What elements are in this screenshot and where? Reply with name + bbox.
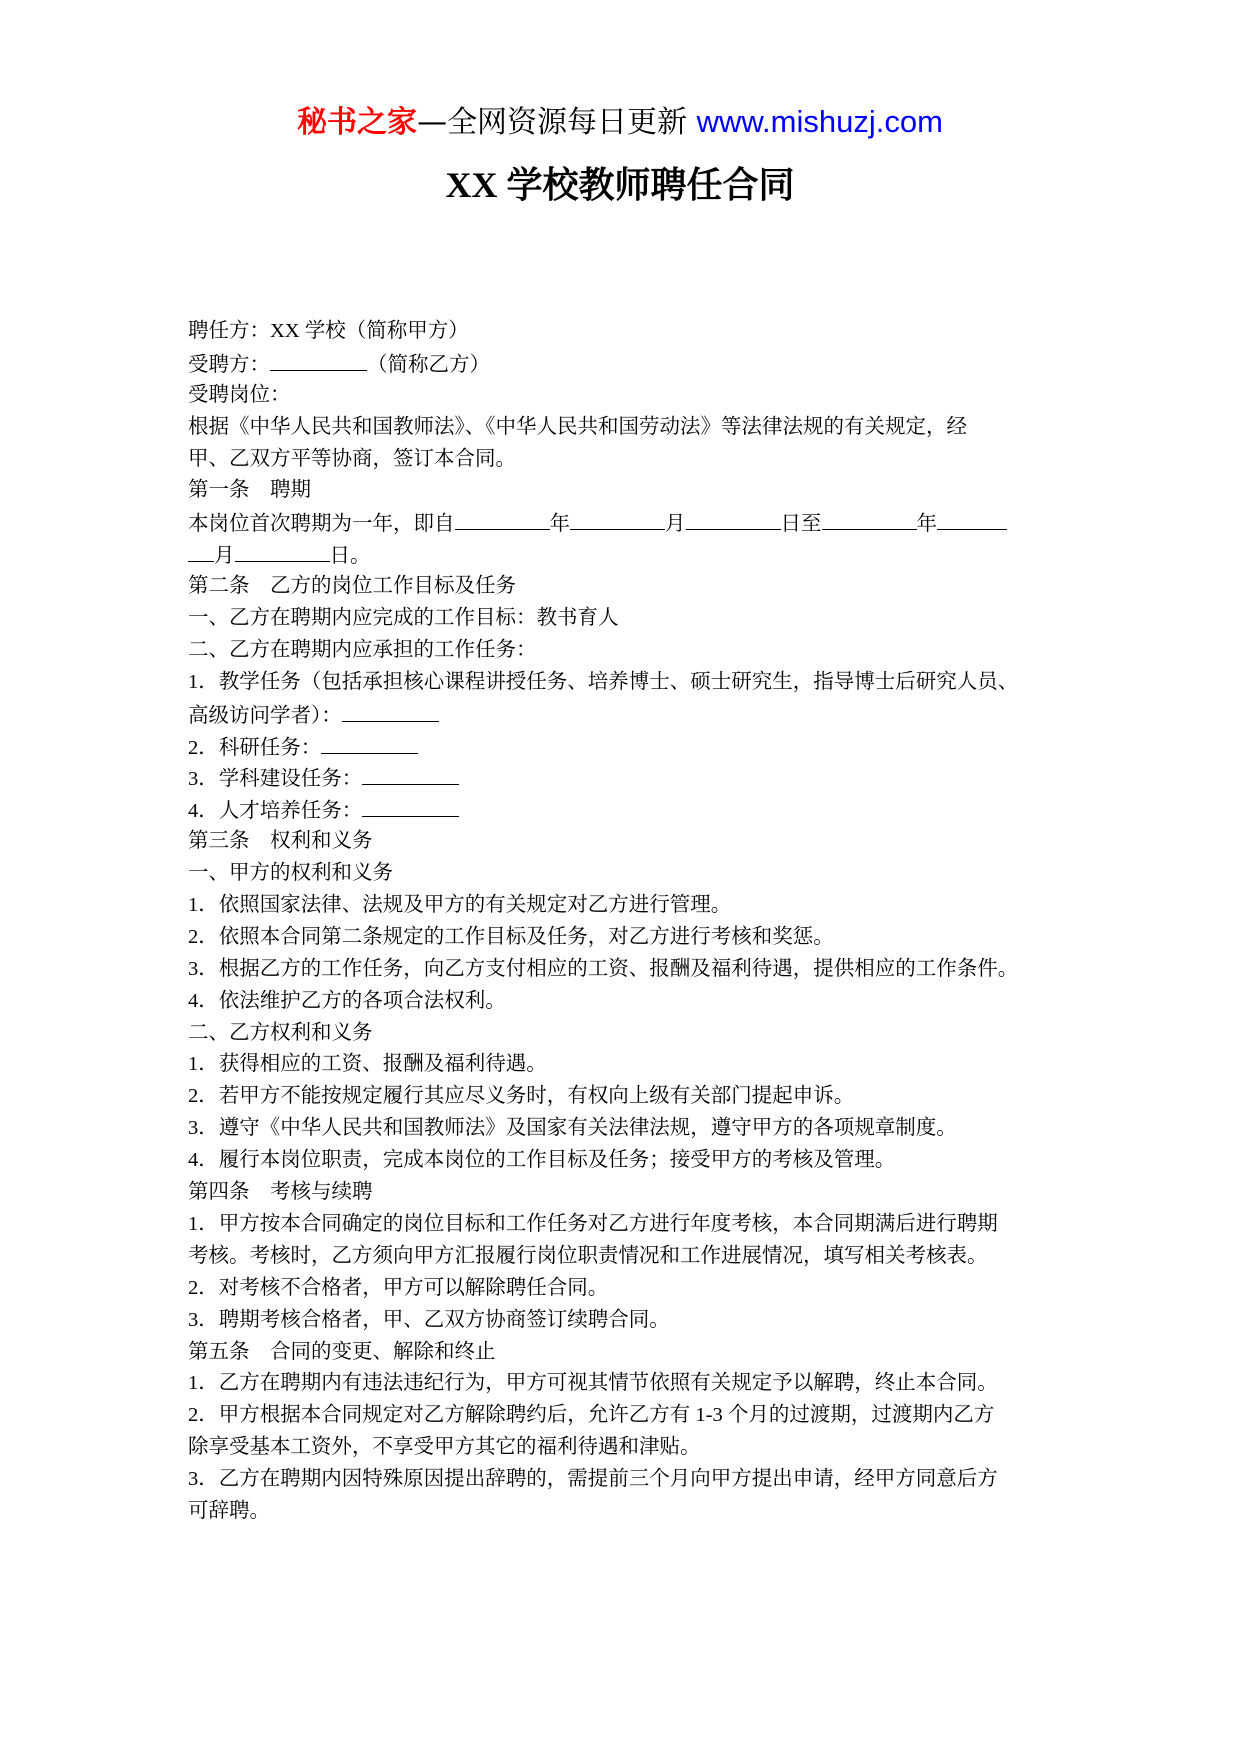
end-month-blank[interactable]: [937, 507, 1007, 530]
employee-suffix: （简称乙方）: [367, 353, 490, 376]
section-heading: 一、甲方的权利和义务: [188, 862, 393, 885]
talent-task-line: [188, 794, 1068, 826]
clause-line: 1．教学任务（包括承担核心课程讲授任务、培养博士、硕士研究生，指导博士后研究人员、: [188, 670, 1019, 693]
term-period-line: [188, 507, 1068, 539]
day-label: 日至: [780, 513, 822, 536]
day-label: 日。: [329, 545, 371, 568]
article-1-heading: 第一条 聘期: [188, 479, 311, 502]
discipline-task-label: 3．学科建设任务：: [188, 768, 363, 791]
clause-line: 4．依法维护乙方的各项合法权利。: [188, 989, 506, 1012]
employer-line: 聘任方：XX 学校（简称甲方）: [188, 320, 469, 342]
position-line: 受聘岗位：: [188, 383, 291, 406]
clause-line: 2．甲方根据本合同规定对乙方解除聘约后，允许乙方有 1-3 个月的过渡期，过渡期内乙方: [188, 1404, 995, 1427]
end-year-blank[interactable]: [822, 507, 917, 530]
preamble-line: 甲、乙双方平等协商，签订本合同。: [188, 447, 516, 470]
term-period-line-cont: [188, 539, 1068, 571]
clause-line: 2．对考核不合格者，甲方可以解除聘任合同。: [188, 1276, 609, 1299]
clause-line: 3．根据乙方的工作任务，向乙方支付相应的工资、报酬及福利待遇，提供相应的工作条件。: [188, 957, 1019, 980]
clause-line: 二、乙方在聘期内应承担的工作任务：: [188, 638, 537, 661]
end-day-blank[interactable]: [235, 539, 330, 562]
year-label: 年: [549, 513, 570, 536]
teaching-task-line: [188, 699, 1068, 731]
clause-line: 1．获得相应的工资、报酬及福利待遇。: [188, 1053, 547, 1076]
clause-line: 1．甲方按本合同确定的岗位目标和工作任务对乙方进行年度考核，本合同期满后进行聘期: [188, 1212, 998, 1235]
banner-slogan: —全网资源每日更新: [417, 105, 697, 140]
research-task-label: 2．科研任务：: [188, 736, 322, 759]
teaching-task-blank[interactable]: [342, 699, 439, 722]
employee-name-blank[interactable]: [270, 348, 367, 371]
clause-line: 3．乙方在聘期内因特殊原因提出辞聘的，需提前三个月向甲方提出申请，经甲方同意后方: [188, 1468, 998, 1491]
start-year-blank[interactable]: [455, 507, 550, 530]
article-2-heading: 第二条 乙方的岗位工作目标及任务: [188, 575, 516, 598]
month-label: 月: [665, 513, 686, 536]
start-day-blank[interactable]: [686, 507, 781, 530]
clause-line: 除享受基本工资外，不享受甲方其它的福利待遇和津贴。: [188, 1436, 701, 1459]
end-month-blank-cont[interactable]: [188, 539, 214, 562]
month-label: 月: [214, 545, 235, 568]
clause-line: 3．聘期考核合格者，甲、乙双方协商签订续聘合同。: [188, 1308, 670, 1331]
discipline-task-line: [188, 762, 1068, 794]
research-task-blank[interactable]: [321, 731, 418, 754]
employee-line: [188, 348, 1068, 380]
article-3-heading: 第三条 权利和义务: [188, 830, 373, 853]
article-5-heading: 第五条 合同的变更、解除和终止: [188, 1340, 496, 1363]
preamble-line: 根据《中华人民共和国教师法》、《中华人民共和国劳动法》等法律法规的有关规定，经: [188, 415, 967, 438]
document-body: [188, 316, 1068, 1528]
term-text: 本岗位首次聘期为一年，即自: [188, 513, 455, 536]
clause-line: 2．若甲方不能按规定履行其应尽义务时，有权向上级有关部门提起申诉。: [188, 1085, 855, 1108]
clause-line: 一、乙方在聘期内应完成的工作目标：教书育人: [188, 607, 619, 630]
site-banner: [0, 100, 1240, 145]
banner-url-link[interactable]: www.mishuzj.com: [696, 104, 943, 139]
clause-line: 3．遵守《中华人民共和国教师法》及国家有关法律法规，遵守甲方的各项规章制度。: [188, 1117, 957, 1140]
clause-line: 2．依照本合同第二条规定的工作目标及任务，对乙方进行考核和奖惩。: [188, 925, 834, 948]
employee-label: 受聘方：: [188, 353, 270, 376]
clause-line: 1．乙方在聘期内有违法违纪行为，甲方可视其情节依照有关规定予以解聘，终止本合同。: [188, 1372, 998, 1395]
banner-brand: 秘书之家: [297, 105, 418, 140]
clause-line: 1．依照国家法律、法规及甲方的有关规定对乙方进行管理。: [188, 894, 732, 917]
start-month-blank[interactable]: [570, 507, 665, 530]
teaching-task-label: 高级访问学者）：: [188, 704, 342, 727]
article-4-heading: 第四条 考核与续聘: [188, 1181, 373, 1204]
discipline-task-blank[interactable]: [362, 762, 459, 785]
clause-line: 可辞聘。: [188, 1499, 270, 1522]
talent-task-blank[interactable]: [362, 794, 459, 817]
section-heading: 二、乙方权利和义务: [188, 1021, 373, 1044]
clause-line: 4．履行本岗位职责，完成本岗位的工作目标及任务；接受甲方的考核及管理。: [188, 1149, 896, 1172]
clause-line: 考核。考核时，乙方须向甲方汇报履行岗位职责情况和工作进展情况，填写相关考核表。: [188, 1244, 988, 1267]
research-task-line: [188, 731, 1068, 763]
talent-task-label: 4．人才培养任务：: [188, 800, 363, 823]
year-label: 年: [916, 513, 937, 536]
document-title: XX 学校教师聘任合同: [445, 165, 795, 205]
